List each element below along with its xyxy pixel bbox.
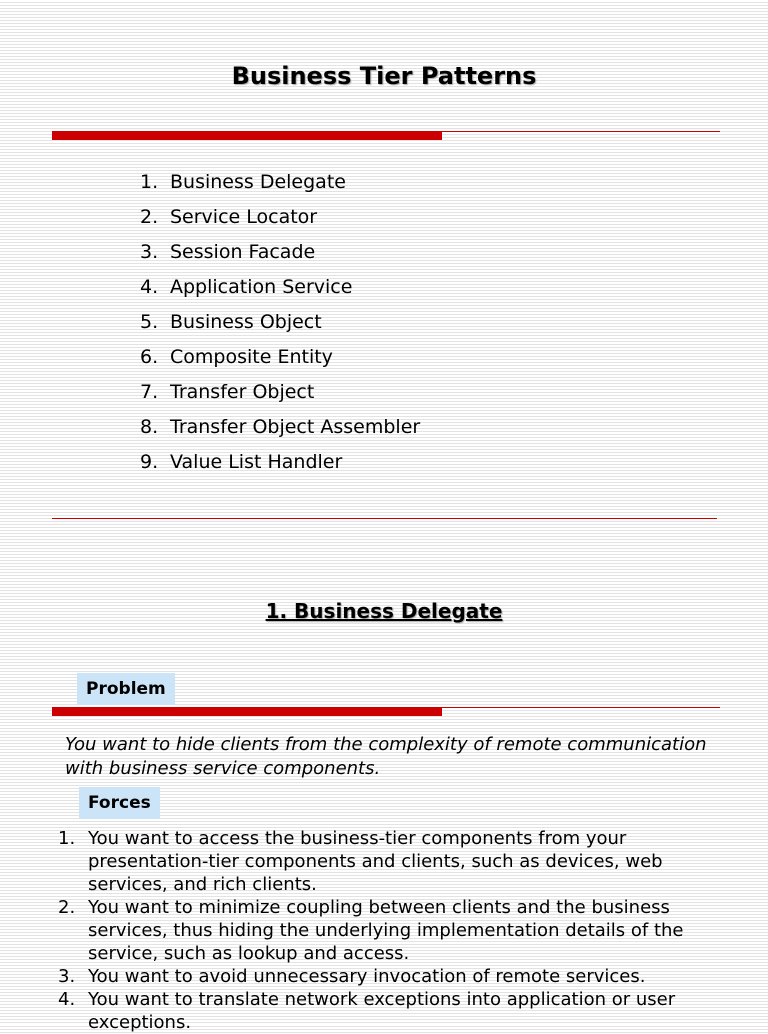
list-item-label: Transfer Object Assembler: [170, 416, 421, 438]
list-item-label: Value List Handler: [170, 451, 343, 473]
list-item: [58, 827, 738, 896]
problem-label: Problem: [77, 673, 175, 705]
forces-list: [58, 827, 738, 1034]
problem-divider-thick: [52, 707, 442, 716]
list-item-text: You want to avoid unnecessary invocation of remote services.: [88, 966, 646, 987]
list-item: [140, 275, 420, 310]
list-item: [140, 310, 420, 345]
list-item: [58, 896, 738, 965]
list-item: [140, 450, 420, 485]
list-item-text: You want to access the business-tier components from your presentation-tier components and clients, such as devices, web services, and rich clients.: [88, 828, 663, 895]
page-title: Business Tier Patterns: [231, 62, 537, 90]
page-divider: [52, 518, 717, 519]
list-item: [140, 240, 420, 275]
list-item-number: 7.: [140, 381, 159, 403]
forces-label: Forces: [79, 787, 160, 819]
list-item: [140, 345, 420, 380]
list-item-number: 2.: [58, 897, 76, 918]
list-item-number: 4.: [140, 276, 159, 298]
list-item-number: 4.: [58, 989, 76, 1010]
list-item-number: 2.: [140, 206, 159, 228]
problem-divider-thin: [442, 707, 720, 708]
problem-text: You want to hide clients from the complexity of remote communication with business service components.: [65, 734, 707, 779]
list-item-label: Composite Entity: [170, 346, 333, 368]
list-item-number: 9.: [140, 451, 159, 473]
title-divider-thick: [52, 131, 442, 140]
list-item-number: 3.: [58, 966, 76, 987]
list-item-text: You want to translate network exceptions into application or user exceptions.: [88, 989, 676, 1033]
list-item-number: 5.: [140, 311, 159, 333]
list-item-text: You want to minimize coupling between clients and the business services, thus hiding the underlying implementation details of the service, such as lookup and access.: [88, 897, 684, 964]
list-item-number: 6.: [140, 346, 159, 368]
list-item-label: Business Object: [170, 311, 322, 333]
list-item-label: Business Delegate: [170, 171, 346, 193]
list-item-number: 1.: [140, 171, 159, 193]
title-divider-thin: [442, 131, 720, 132]
list-item: [140, 205, 420, 240]
list-item-label: Application Service: [170, 276, 353, 298]
list-item: [140, 415, 420, 450]
list-item: [58, 965, 738, 988]
section-title: 1. Business Delegate: [265, 599, 503, 623]
list-item: [58, 988, 738, 1034]
list-item-label: Service Locator: [170, 206, 318, 228]
pattern-list: [140, 170, 420, 485]
list-item-number: 8.: [140, 416, 159, 438]
list-item-label: Transfer Object: [170, 381, 315, 403]
list-item-label: Session Facade: [170, 241, 316, 263]
list-item: [140, 170, 420, 205]
list-item-number: 1.: [58, 828, 76, 849]
list-item: [140, 380, 420, 415]
list-item-number: 3.: [140, 241, 159, 263]
